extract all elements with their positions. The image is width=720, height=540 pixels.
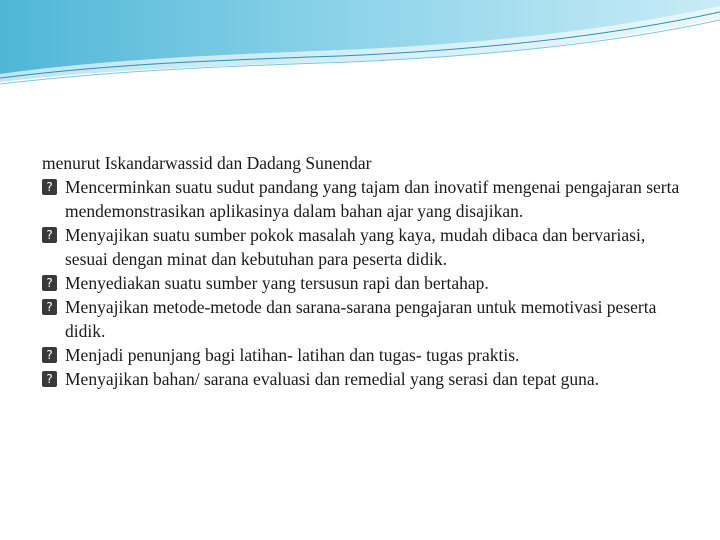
missing-glyph-icon: ? bbox=[42, 299, 57, 315]
list-item bbox=[42, 175, 682, 223]
missing-glyph-icon: ? bbox=[42, 179, 57, 195]
list-item bbox=[42, 367, 682, 391]
list-item bbox=[42, 223, 682, 271]
list-item-text: Menyajikan bahan/ sarana evaluasi dan remedial yang serasi dan tepat guna. bbox=[65, 369, 600, 389]
missing-glyph-icon: ? bbox=[42, 227, 57, 243]
list-item-text: Menyajikan suatu sumber pokok masalah yang kaya, mudah dibaca dan bervariasi, sesuai dengan minat dan kebutuhan para peserta didik. bbox=[65, 225, 646, 269]
list-item bbox=[42, 271, 682, 295]
missing-glyph-icon: ? bbox=[42, 347, 57, 363]
list-item-text: Mencerminkan suatu sudut pandang yang tajam dan inovatif mengenai pengajaran serta mendemonstrasikan aplikasinya dalam bahan ajar yang disajikan. bbox=[65, 177, 680, 221]
missing-glyph-icon: ? bbox=[42, 371, 57, 387]
list-item-text: Menyediakan suatu sumber yang tersusun rapi dan bertahap. bbox=[65, 273, 489, 293]
list-item bbox=[42, 295, 682, 343]
header-wave-decoration bbox=[0, 0, 720, 90]
missing-glyph-icon: ? bbox=[42, 275, 57, 291]
list-item bbox=[42, 343, 682, 367]
list-item-text: Menjadi penunjang bagi latihan- latihan dan tugas- tugas praktis. bbox=[65, 345, 520, 365]
intro-line: menurut Iskandarwassid dan Dadang Sunendar bbox=[42, 153, 372, 173]
criteria-text bbox=[42, 151, 682, 391]
list-item-text: Menyajikan metode-metode dan sarana-sarana pengajaran untuk memotivasi peserta didik. bbox=[65, 297, 657, 341]
